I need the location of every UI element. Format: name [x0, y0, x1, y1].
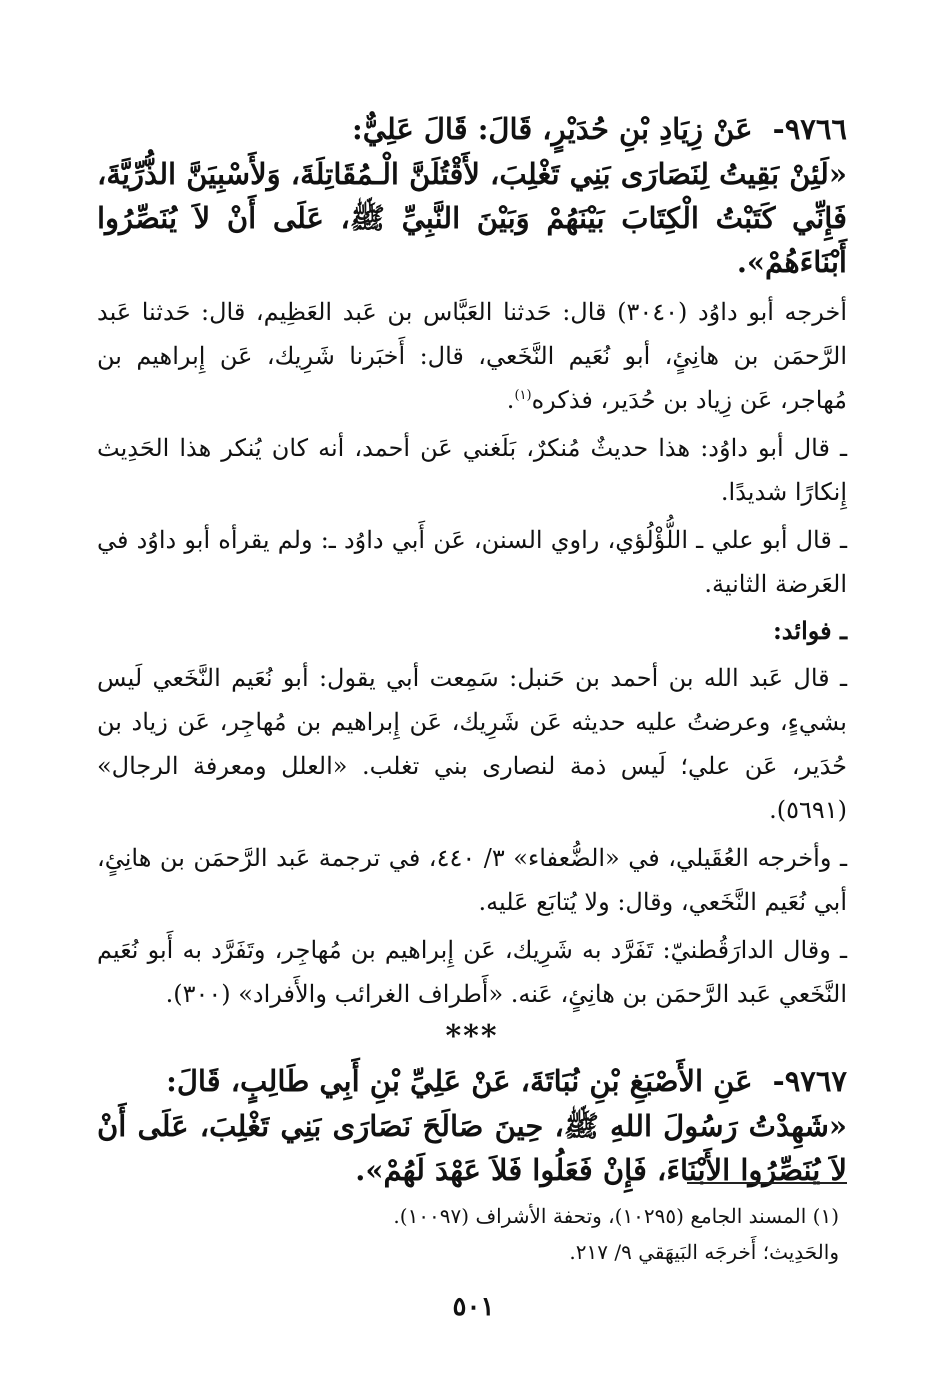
- page-number: ٥٠١: [452, 1292, 495, 1322]
- hadith-isnad: عَنْ زِيَادِ بْنِ حُدَيْرٍ، قَالَ: قَالَ عَلِيٌّ:: [351, 112, 753, 146]
- hadith-heading: [97, 108, 847, 150]
- page-body: [97, 108, 847, 1198]
- note-paragraph: ـ قال أبو علي ـ اللُّؤْلُؤي، راوي السنن، عَن أَبي داوُد ـ: ولم يقرأه أبو داوُد في العَرضة الثانية.: [97, 526, 847, 598]
- footnote-divider: [687, 1182, 847, 1184]
- fawaid-paragraph: ـ وقال الدارَقُطنيّ: تَفَرَّد به شَرِيك، عَن إِبراهيم بن مُهاجِر، وتَفَرَّد به أَبو نُعَيم النَّخَعي عَبد الرَّحمَن بن هانِئٍ، عَنه. «أَطراف الغرائب والأَفراد» (٣٠٠).: [97, 936, 847, 1008]
- footnotes: [99, 1198, 839, 1270]
- takhrij-text: أخرجه أبو داوُد (٣٠٤٠) قال: حَدثنا العَبَّاس بن عَبد العَظِيم، قال: حَدثنا عَبد الرَّحمَن بن هانِئٍ، أبو نُعَيم النَّخَعي، قال: أَخبَرنا شَرِيك، عَن إِبراهيم بن مُهاجر، عَن زِياد بن حُدَير، فذكره: [97, 298, 847, 414]
- hadith-text: «شَهِدْتُ رَسُولَ اللهِ ﷺ، حِينَ صَالَحَ نَصَارَى بَنِي تَغْلِبَ، عَلَى أَنْ لاَ يُنَصِّرُوا الأَبْنَاءَ، فَإِنْ فَعَلُوا فَلاَ عَهْدَ لَهُمْ».: [97, 1109, 847, 1187]
- takhrij-end: .: [506, 386, 515, 414]
- fawaid-paragraph: ـ وأخرجه العُقَيلي، في «الضُّعفاء» ٣/ ٤٤٠، في ترجمة عَبد الرَّحمَن بن هانِئٍ، أبي نُعَيم النَّخَعي، وقال: ولا يُتابَع عَليه.: [97, 844, 847, 916]
- hadith-text: «لَئِنْ بَقِيتُ لِنَصَارَى بَنِي تَغْلِبَ، لأَقْتُلَنَّ الْـمُقَاتِلَةَ، وَلأَسْبِيَنَّ الذُّرِّيَّةَ، فَإِنِّي كَتَبْتُ الْكِتَابَ بَيْنَهُمْ وَبَيْنَ النَّبِيِّ ﷺ، عَلَى أَنْ لاَ يُنَصِّرُوا أَبْنَاءَهُمْ».: [97, 157, 847, 279]
- hadith-isnad: عَنِ الأَصْبَغِ بْنِ نُبَاتَةَ، عَنْ عَلِيِّ بْنِ أَبِي طَالِبٍ، قَالَ:: [166, 1064, 753, 1098]
- note-paragraph: ـ قال أبو داوُد: هذا حديثٌ مُنكرٌ، بَلَغني عَن أحمد، أنه كان يُنكر هذا الحَدِيث إِنكارًا شديدًا.: [97, 434, 847, 506]
- fawaid-heading: ـ فوائد:: [772, 616, 847, 645]
- hadith-number: ٩٧٦٧-: [772, 1064, 847, 1098]
- footnote-reference: (١): [514, 388, 532, 403]
- footnote: (١) المسند الجامع (١٠٢٩٥)، وتحفة الأشراف (١٠٠٩٧).: [393, 1204, 839, 1228]
- fawaid-paragraph: ـ قال عَبد الله بن أحمد بن حَنبل: سَمِعت أبي يقول: أبو نُعَيم النَّخَعي لَيس بشيءٍ، وعرضتُ عليه حديثه عَن شَرِيك، عَن إِبراهيم بن مُهاجِر، عَن زياد بن حُدَير، عَن علي؛ لَيس ذمة لنصارى بني تغلب. «العلل ومعرفة الرجال» (٥٦٩١).: [97, 664, 848, 824]
- takhrij-paragraph: [97, 290, 847, 422]
- hadith-number: ٩٧٦٦-: [772, 112, 847, 146]
- hadith-heading: [97, 1060, 847, 1102]
- section-separator: ***: [445, 1019, 499, 1054]
- footnote: والحَدِيث؛ أَخرجَه البَيهَقي ٩/ ٢١٧.: [569, 1240, 839, 1264]
